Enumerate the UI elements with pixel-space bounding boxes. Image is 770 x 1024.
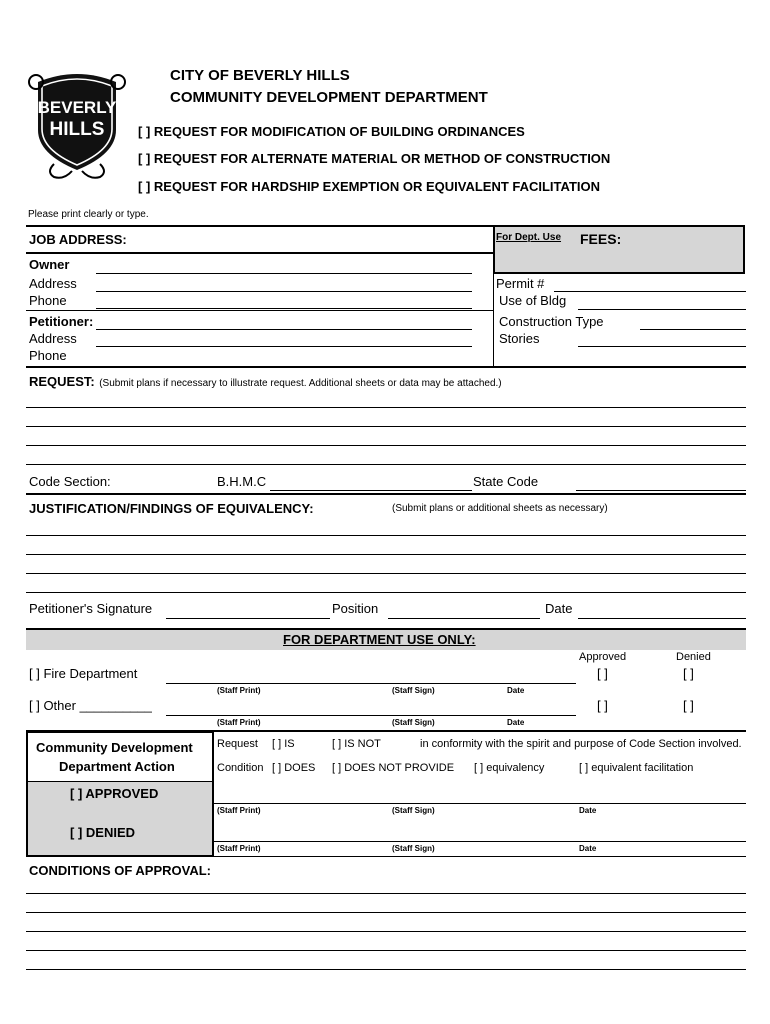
job-address-label: JOB ADDRESS: xyxy=(29,232,127,247)
other-staff-print-caption: (Staff Print) xyxy=(217,718,261,727)
dept-use-title: FOR DEPARTMENT USE ONLY: xyxy=(283,632,476,647)
use-of-bldg-label: Use of Bldg xyxy=(499,293,567,308)
permit-label: Permit # xyxy=(496,276,545,291)
approved-date-caption: Date xyxy=(579,806,597,815)
conformity-text: in conformity with the spirit and purpose of Code Section involved. xyxy=(420,738,742,750)
position-input[interactable] xyxy=(388,618,540,619)
request-option-modification[interactable]: [ ] REQUEST FOR MODIFICATION OF BUILDING ORDINANCES xyxy=(138,124,525,139)
city-seal-logo xyxy=(24,68,130,180)
position-label: Position xyxy=(332,601,379,616)
request-line-4[interactable] xyxy=(26,464,746,465)
owner-address-input[interactable] xyxy=(96,291,472,292)
owner-label: Owner xyxy=(29,257,70,272)
action-approved-checkbox[interactable]: [ ] APPROVED xyxy=(70,786,159,801)
fire-department-checkbox[interactable]: [ ] Fire Department xyxy=(29,666,138,681)
other-approved-checkbox[interactable]: [ ] xyxy=(597,698,608,713)
conditions-line-2[interactable] xyxy=(26,912,746,913)
equivalency-checkbox[interactable]: [ ] equivalency xyxy=(474,762,545,774)
denied-date-caption: Date xyxy=(579,844,597,853)
request-option-hardship-exemption[interactable]: [ ] REQUEST FOR HARDSHIP EXEMPTION OR EQUIVALENT FACILITATION xyxy=(138,179,600,194)
other-checkbox[interactable]: [ ] Other __________ xyxy=(29,698,152,713)
petitioner-address-label: Address xyxy=(29,331,77,346)
state-code-label: State Code xyxy=(473,474,539,489)
request-option-alternate-material[interactable]: [ ] REQUEST FOR ALTERNATE MATERIAL OR METHOD OF CONSTRUCTION xyxy=(138,151,611,166)
department-title: COMMUNITY DEVELOPMENT DEPARTMENT xyxy=(170,89,488,106)
request-line-2[interactable] xyxy=(26,426,746,427)
construction-type-label: Construction Type xyxy=(499,314,604,329)
bhmc-label: B.H.M.C xyxy=(217,474,267,489)
justification-line-3[interactable] xyxy=(26,573,746,574)
fire-staff-input[interactable] xyxy=(166,683,576,684)
other-staff-sign-caption: (Staff Sign) xyxy=(392,718,435,727)
other-date-caption: Date xyxy=(507,718,525,727)
fire-date-caption: Date xyxy=(507,686,525,695)
request-line-3[interactable] xyxy=(26,445,746,446)
stories-label: Stories xyxy=(499,331,540,346)
action-title-line1: Community Development xyxy=(36,740,193,755)
petitioner-label: Petitioner: xyxy=(29,314,94,329)
conditions-line-5[interactable] xyxy=(26,969,746,970)
conditions-line-1[interactable] xyxy=(26,893,746,894)
code-section-label: Code Section: xyxy=(29,474,111,489)
request-is-not-checkbox[interactable]: [ ] IS NOT xyxy=(332,738,381,750)
approved-staff-sign-caption: (Staff Sign) xyxy=(392,806,435,815)
use-of-bldg-input[interactable] xyxy=(578,309,746,310)
conditions-line-4[interactable] xyxy=(26,950,746,951)
request-line-1[interactable] xyxy=(26,407,746,408)
fire-staff-sign-caption: (Staff Sign) xyxy=(392,686,435,695)
print-instruction: Please print clearly or type. xyxy=(28,209,149,220)
owner-input[interactable] xyxy=(96,273,472,274)
petitioner-phone-label: Phone xyxy=(29,348,67,363)
stories-input[interactable] xyxy=(578,346,746,347)
state-code-input[interactable] xyxy=(576,490,746,491)
approved-staff-input[interactable] xyxy=(214,803,746,804)
date-label: Date xyxy=(545,601,573,616)
conditions-label: CONDITIONS OF APPROVAL: xyxy=(29,863,211,878)
owner-phone-label: Phone xyxy=(29,293,67,308)
denied-column-label: Denied xyxy=(676,651,711,663)
signature-input[interactable] xyxy=(166,618,330,619)
petitioner-address-input[interactable] xyxy=(96,346,472,347)
action-denied-checkbox[interactable]: [ ] DENIED xyxy=(70,825,135,840)
condition-does-not-checkbox[interactable]: [ ] DOES NOT PROVIDE xyxy=(332,762,455,774)
justification-note: (Submit plans or additional sheets as necessary) xyxy=(392,503,608,514)
permit-input[interactable] xyxy=(554,291,746,292)
action-title-line2: Department Action xyxy=(59,759,175,774)
fire-approved-checkbox[interactable]: [ ] xyxy=(597,666,608,681)
denied-staff-input[interactable] xyxy=(214,841,746,842)
fees-label: FEES: xyxy=(580,231,622,247)
justification-label: JUSTIFICATION/FINDINGS OF EQUIVALENCY: xyxy=(29,501,314,516)
other-denied-checkbox[interactable]: [ ] xyxy=(683,698,694,713)
city-title: CITY OF BEVERLY HILLS xyxy=(170,67,350,84)
signature-label: Petitioner's Signature xyxy=(29,601,153,616)
other-staff-input[interactable] xyxy=(166,715,576,716)
svg-text:HILLS: HILLS xyxy=(49,119,105,140)
condition-label: Condition xyxy=(217,762,264,774)
denied-staff-sign-caption: (Staff Sign) xyxy=(392,844,435,853)
petitioner-input[interactable] xyxy=(96,329,472,330)
dept-use-label: For Dept. Use xyxy=(496,232,562,243)
date-input[interactable] xyxy=(578,618,746,619)
justification-line-1[interactable] xyxy=(26,535,746,536)
denied-staff-print-caption: (Staff Print) xyxy=(217,844,261,853)
condition-does-checkbox[interactable]: [ ] DOES xyxy=(272,762,316,774)
owner-phone-input[interactable] xyxy=(96,308,472,309)
request-action-label: Request xyxy=(217,738,258,750)
request-heading: REQUEST: (Submit plans if necessary to illustrate request. Additional sheets or data may be attached.) xyxy=(29,374,502,389)
equivalent-facilitation-checkbox[interactable]: [ ] equivalent facilitation xyxy=(579,762,694,774)
request-is-checkbox[interactable]: [ ] IS xyxy=(272,738,295,750)
owner-address-label: Address xyxy=(29,276,77,291)
construction-type-input[interactable] xyxy=(640,329,746,330)
approved-column-label: Approved xyxy=(579,651,627,663)
bhmc-input[interactable] xyxy=(270,490,472,491)
conditions-line-3[interactable] xyxy=(26,931,746,932)
svg-text:BEVERLY: BEVERLY xyxy=(37,98,117,117)
justification-line-2[interactable] xyxy=(26,554,746,555)
fire-denied-checkbox[interactable]: [ ] xyxy=(683,666,694,681)
approved-staff-print-caption: (Staff Print) xyxy=(217,806,261,815)
fire-staff-print-caption: (Staff Print) xyxy=(217,686,261,695)
justification-line-4[interactable] xyxy=(26,592,746,593)
